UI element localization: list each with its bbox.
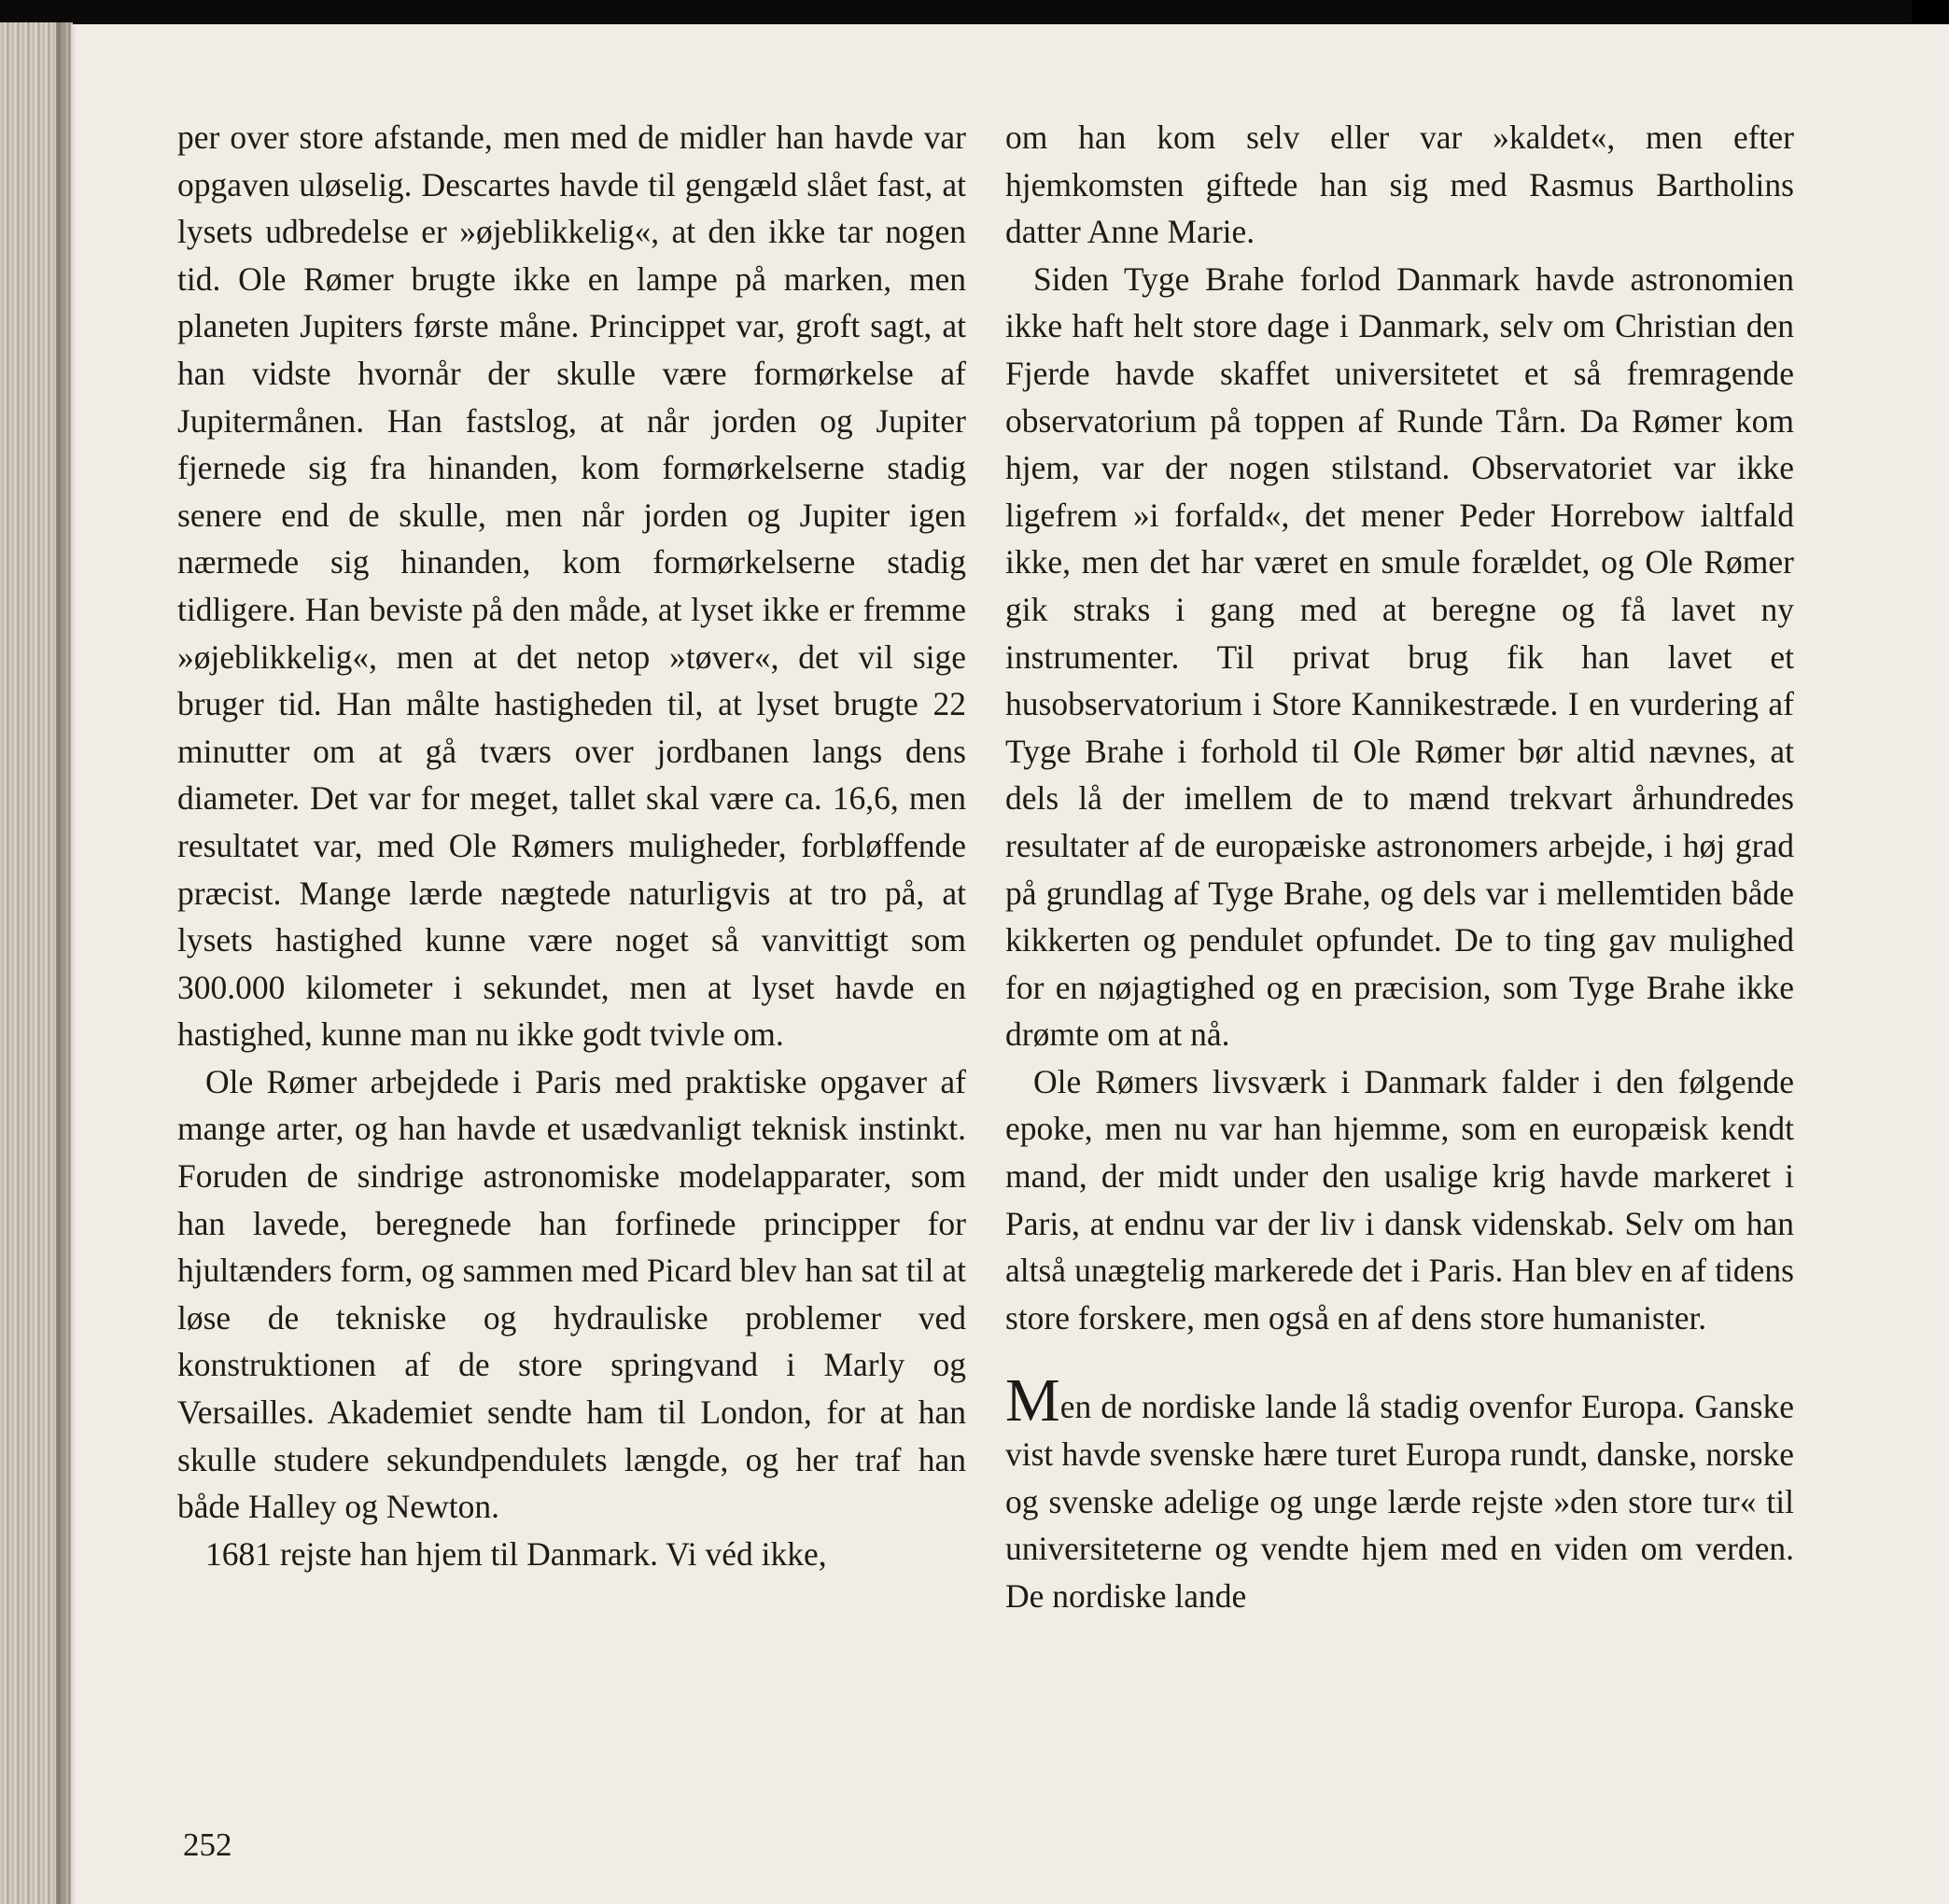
paragraph: om han kom selv eller var »kaldet«, men efter hjemkomsten giftede han sig med Rasmus Bartholins datter Anne Marie.	[1005, 119, 1794, 251]
paragraph: per over store afstande, men med de midler han havde var opgaven uløselig. Descartes havde til gengæld slået fast, at lysets udbredelse er »øjeblikkelig«, at den ikke tar nogen tid. Ole Rømer brugte ikke en lampe på marken, men planeten Jupiters første måne. Princippet var, groft sagt, at han vidste hvornår der skulle være formørkelse af Jupitermånen. Han fastslog, at når jorden og Jupiter fjernede sig fra hinanden, kom formørkelserne stadig senere end de skulle, men når jorden og Jupiter igen nærmede sig hinanden, kom formørkelserne stadig tidligere. Han beviste på den måde, at lyset ikke er fremme »øjeblikkelig«, men at det netop »tøver«, det vil sige bruger tid. Han målte hastigheden til, at lyset brugte 22 minutter om at gå tværs over jordbanen langs dens diameter. Det var for meget, tallet skal være ca. 16,6, men resultatet var, med Ole Rømers muligheder, forbløffende præcist. Mange lærde nægtede naturligvis at tro på, at lysets hastighed kunne være noget så vanvittigt som 300.000 kilometer i sekundet, men at lyset havde en hastighed, kunne man nu ikke godt tvivle om.	[177, 119, 966, 1054]
book-page	[71, 24, 1949, 1904]
section-text: en de nordiske lande lå stadig ovenfor Europa. Ganske vist havde svenske hære turet Europa rundt, danske, norske og svenske adelige og unge lærde rejste »den store tur« til universiteterne og vendte hjem med en viden om verden. De nordiske lande	[1005, 1388, 1794, 1615]
paragraph: Ole Rømer arbejdede i Paris med praktiske opgaver af mange arter, og han havde et usædvanligt teknisk instinkt. Foruden de sindrige astronomiske modelapparater, som han lavede, beregnede han forfinede principper for hjultænders form, og sammen med Picard blev han sat til at løse de tekniske og hydrauliske problemer ved konstruktionen af de store springvand i Marly og Versailles. Akademiet sendte ham til London, for at han skulle studere sekundpendulets længde, og her traf han både Halley og Newton.	[177, 1062, 966, 1526]
gutter-shadow	[56, 22, 77, 1904]
page-number: 252	[183, 1827, 232, 1863]
section-paragraph	[1005, 1366, 1794, 1619]
right-column	[1005, 114, 1794, 1619]
paragraph: 1681 rejste han hjem til Danmark. Vi véd ikke,	[205, 1534, 827, 1573]
paragraph: Siden Tyge Brahe forlod Danmark havde astronomien ikke haft helt store dage i Danmark, selv om Christian den Fjerde havde skaffet universitetet et så fremragende observatorium på toppen af Runde Tårn. Da Rømer kom hjem, var der nogen stilstand. Observatoriet var ikke ligefrem »i forfald«, det mener Peder Horrebow ialtfald ikke, men det har været en smule forældet, og Ole Rømer gik straks i gang med at beregne og få lavet ny instrumenter. Til privat brug fik han lavet et husobservatorium i Store Kannikestræde. I en vurdering af Tyge Brahe i forhold til Ole Rømer bør altid nævnes, at dels lå der imellem de to mænd trekvart århundredes resultater af de europæiske astronomers arbejde, i høj grad på grundlag af Tyge Brahe, og dels var i mellemtiden både kikkerten og pendulet opfundet. De to ting gav mulighed for en nøjagtighed og en præcision, som Tyge Brahe ikke drømte om at nå.	[1005, 259, 1794, 1054]
drop-cap: M	[1005, 1366, 1060, 1435]
left-column	[177, 114, 966, 1577]
paragraph: Ole Rømers livsværk i Danmark falder i den følgende epoke, men nu var han hjemme, som en europæisk kendt mand, der midt under den usalige krig havde markeret i Paris, at endnu var der liv i dansk videnskab. Selv om han altså unægtelig markerede det i Paris. Han blev en af tidens store forskere, men også en af dens store humanister.	[1005, 1062, 1794, 1337]
